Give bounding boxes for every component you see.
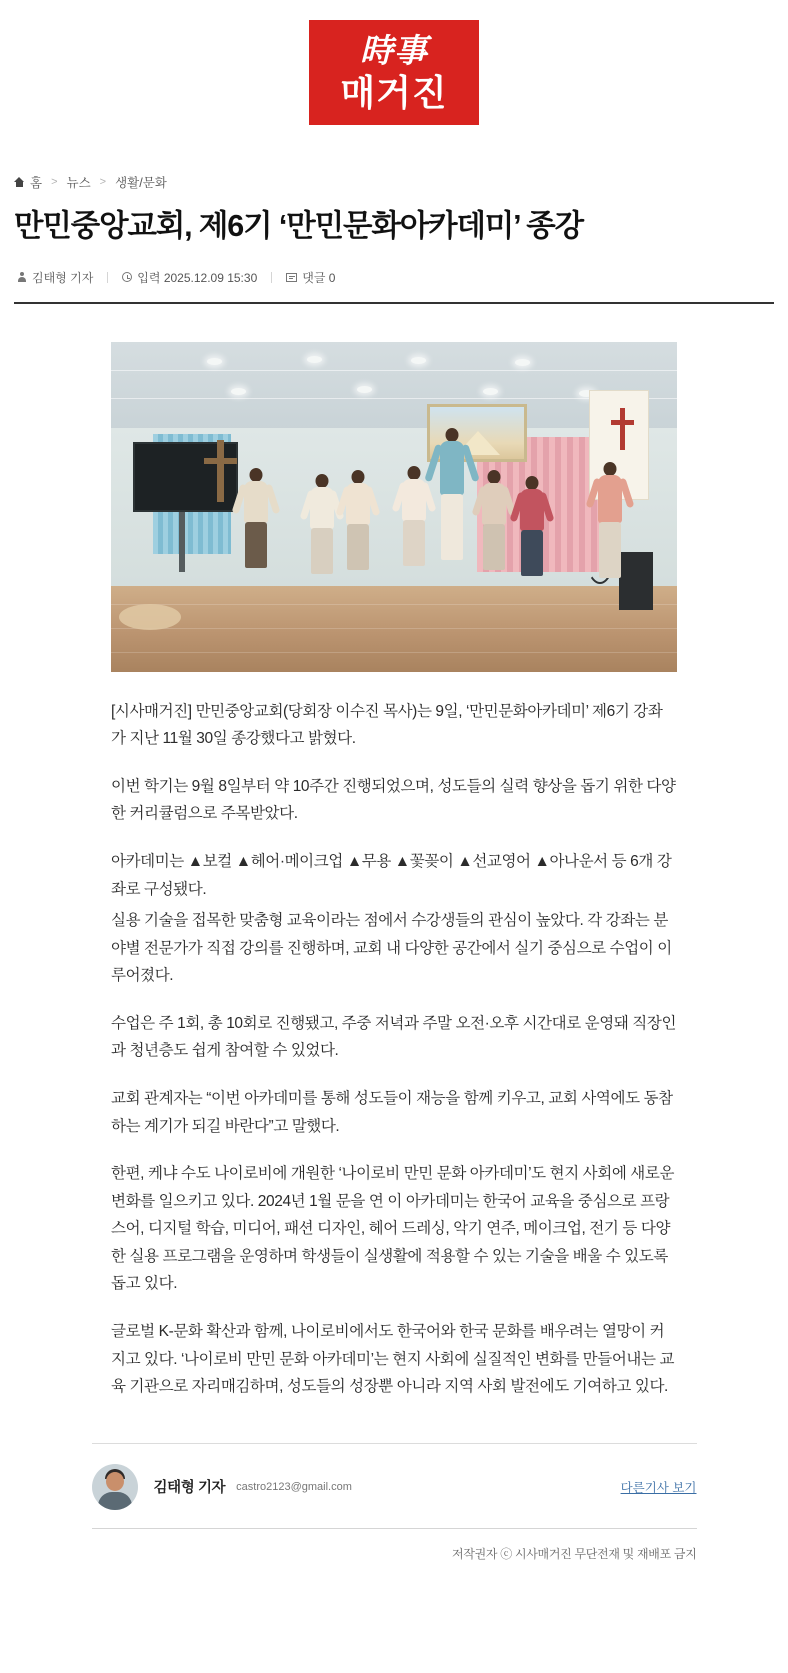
article-photo-image [111,342,677,672]
photo-light-2 [307,356,322,363]
logo-line-1: 時事 [360,31,428,70]
byline-date-label: 입력 2025.12.09 15:30 [137,270,258,285]
article-paragraph: 아카데미는 ▲보컬 ▲헤어·메이크업 ▲무용 ▲꽃꽂이 ▲선교영어 ▲아나운서 등 6개 강좌로 구성됐다. [111,852,672,898]
photo-floor-line-3 [111,652,677,653]
header-divider [14,302,774,304]
photo-person-head [316,474,329,488]
byline-divider-1 [107,272,108,283]
photo-person-head [488,470,501,484]
avatar [92,1464,138,1510]
photo-light-3 [411,357,426,364]
article-body [111,698,677,1401]
photo-person-7 [517,476,547,570]
more-articles-link[interactable]: 다른기사 보기 [620,1480,697,1495]
photo-ceiling-line-1 [111,370,677,371]
photo-banner-cross [620,408,625,450]
photo-light-1 [207,358,222,365]
photo-person-4 [399,466,429,566]
photo-person-legs [347,524,369,570]
photo-tv-stand [179,512,185,572]
photo-wooden-cross [217,440,224,502]
article-paragraph: 수업은 주 1회, 총 10회로 진행됐고, 주중 저녁과 주말 오전·오후 시간대로 운영돼 직장인과 청년층도 쉽게 참여할 수 있었다. [111,1014,677,1060]
article-paragraph: [시사매거진] 만민중앙교회(당회장 이수진 목사)는 9일, ‘만민문화아카데미’ 제6기 강좌가 지난 11월 30일 종강했다고 밝혔다. [111,702,663,748]
reporter-email[interactable]: castro2123@gmail.com [236,1480,352,1493]
reporter-name: 김태형 기자 [153,1480,226,1497]
reporter-box [92,1444,697,1528]
photo-person-legs [599,522,621,578]
byline-divider-2 [271,272,272,283]
photo-person-legs [245,522,267,568]
photo-person-2 [307,474,337,570]
breadcrumb-item-news[interactable]: 뉴스 [66,176,91,190]
article-photo [111,342,677,672]
byline [0,269,788,286]
photo-person-legs [441,494,463,560]
photo-person-legs [483,524,505,570]
home-icon [14,177,25,187]
site-logo[interactable] [309,20,479,125]
photo-light-5 [231,388,246,395]
photo-person-6 [479,470,509,568]
person-icon [16,272,27,283]
photo-person-legs [403,520,425,566]
avatar-body [98,1492,132,1510]
photo-light-7 [483,388,498,395]
photo-person-8 [593,462,627,574]
breadcrumb [0,173,788,191]
logo-line-2: 매거진 [340,72,448,114]
copyright-notice: 저작권자 ⓒ 시사매거진 무단전재 및 재배포 금지 [452,1546,697,1561]
photo-person-1 [239,468,273,572]
byline-comments-label: 댓글 0 [302,270,336,285]
byline-comments[interactable] [286,269,335,286]
page-title: 만민중앙교회, 제6기 ‘만민문화아카데미’ 종강 [14,209,583,243]
photo-floor-line-2 [111,628,677,629]
photo-person-head [446,428,459,442]
byline-date [122,269,257,286]
chevron-right-icon: > [51,176,58,188]
photo-person-legs [521,530,543,576]
article-paragraph: 이번 학기는 9월 8일부터 약 10주간 진행되었으며, 성도들의 실력 향상을 돕기 위한 다양한 커리큘럼으로 주목받았다. [111,777,676,823]
photo-person-torso [440,441,464,495]
comment-icon [286,273,297,282]
photo-person-5-instructor [433,428,471,568]
article-paragraph: 교회 관계자는 “이번 아카데미를 통해 성도들이 재능을 함께 키우고, 교회 사역에도 동참하는 계기가 되길 바란다”고 말했다. [111,1090,673,1135]
chevron-right-icon-2: > [99,176,107,188]
photo-person-3 [343,470,373,568]
site-logo-container [0,0,788,125]
clock-icon [122,272,132,282]
article-paragraph: 글로벌 K-문화 확산과 함께, 나이로비에서도 한국어와 한국 문화를 배우려는 열망이 커지고 있다. ‘나이로비 만민 문화 아카데미’는 현지 사회에 실질적인 변화를 만들어내는 교육 기관으로 자리매김하며, 성도들의 성장뿐 아니라 지역 사회 발전에도 기여하고 있다. [111,1323,675,1396]
byline-author-label: 김태형 기자 [32,270,94,285]
photo-person-head [250,468,263,482]
article-paragraph: 실용 기술을 접목한 맞춤형 교육이라는 점에서 수강생들의 관심이 높았다. 각 강좌는 분야별 전문가가 직접 강의를 진행하며, 교회 내 다양한 공간에서 실기 중심으로 수업이 이루어졌다. [111,912,672,985]
photo-light-6 [357,386,372,393]
photo-light-4 [515,359,530,366]
avatar-head [106,1472,124,1491]
article-paragraph: 한편, 케냐 수도 나이로비에 개원한 ‘나이로비 만민 문화 아카데미’도 현지 사회에 새로운 변화를 일으키고 있다. 2024년 1월 문을 연 이 아카데미는 한국어 교육을 중심으로 프랑스어, 디지털 학습, 미디어, 패션 디자인, 헤어 드레싱, 악기 연주, 메이크업, 전기 등 다양한 실용 프로그램을 운영하며 학생들이 실생활에 적용할 수 있는 기술을 배울 수 있도록 돕고 있다. [111,1165,675,1293]
photo-floor-line-1 [111,604,677,605]
byline-author [16,269,93,286]
photo-person-legs [311,528,333,574]
photo-floor [111,586,677,672]
photo-person-head [352,470,365,484]
photo-person-head [604,462,617,476]
photo-floor-mat [119,604,181,630]
photo-person-head [408,466,421,480]
photo-person-head [526,476,539,490]
breadcrumb-item-life-culture[interactable]: 생활/문화 [115,176,167,190]
breadcrumb-item-home[interactable]: 홈 [30,176,43,190]
